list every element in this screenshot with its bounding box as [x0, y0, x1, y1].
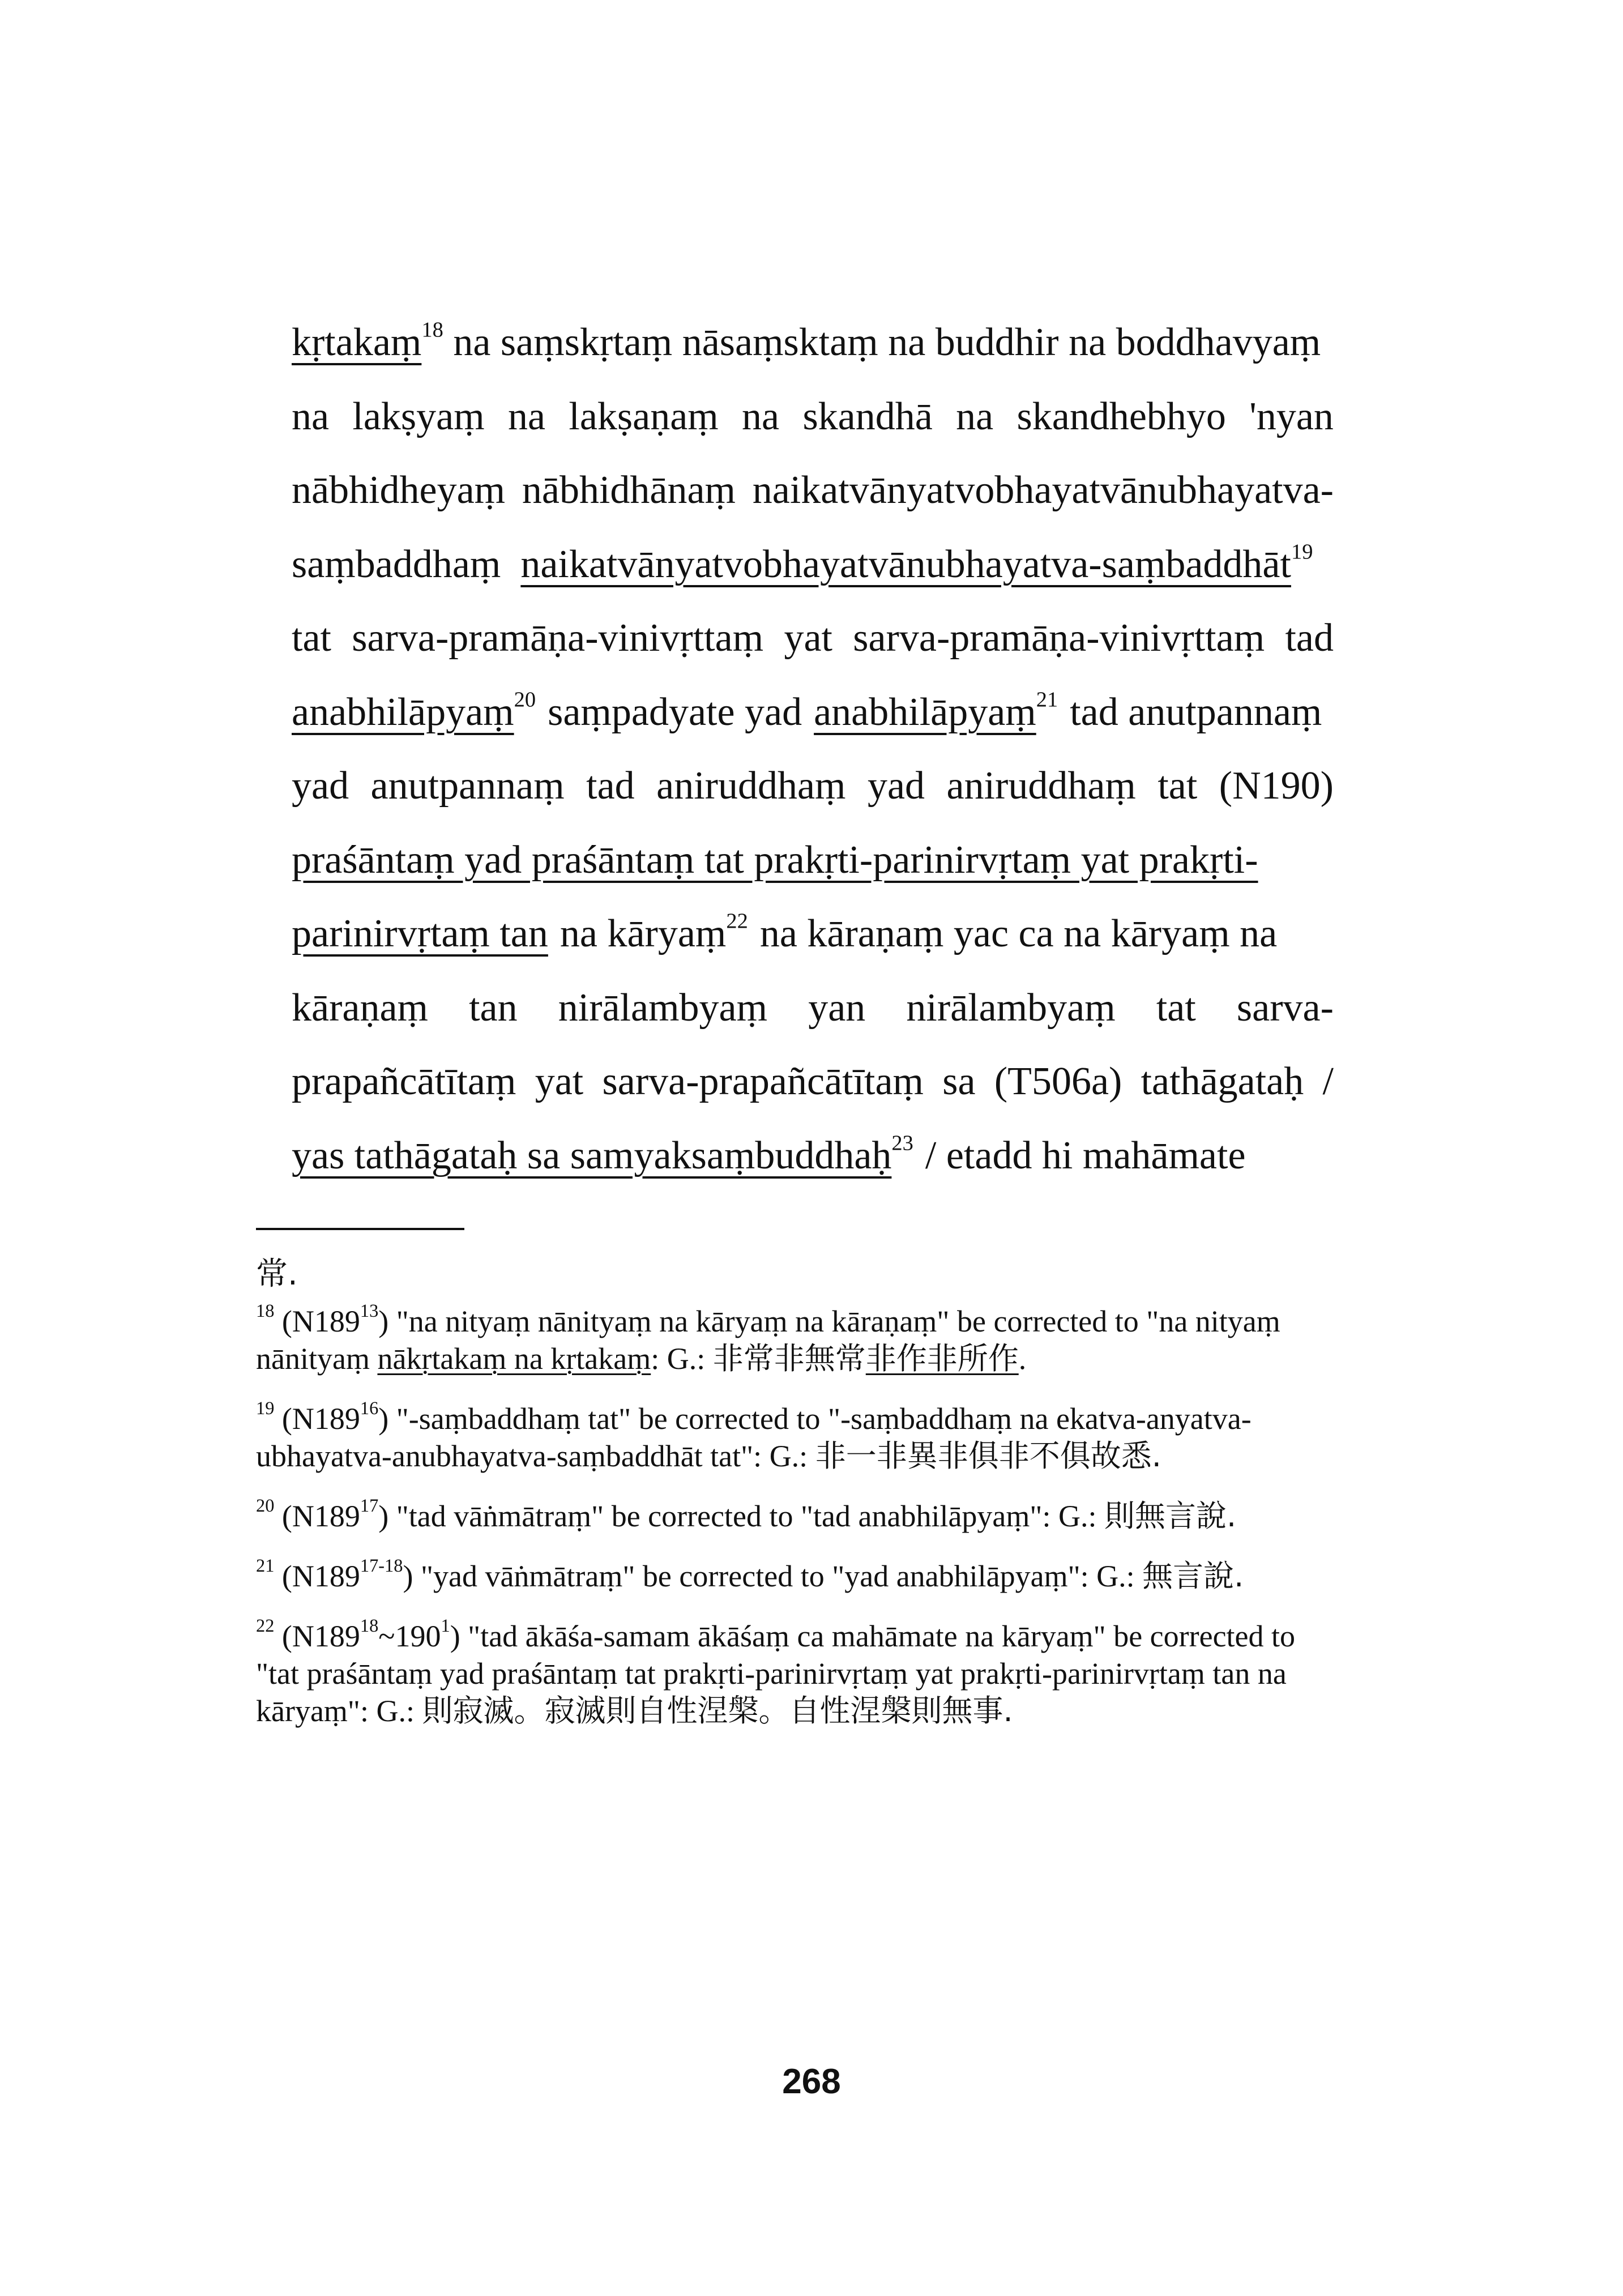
footnote-number: 19 — [256, 1398, 275, 1419]
word: yat — [784, 616, 832, 660]
word: na — [956, 394, 994, 438]
word: (N190) — [1219, 764, 1334, 808]
chinese-text: 無言說. — [1142, 1558, 1244, 1594]
line-4-underlined — [520, 528, 1313, 602]
text-line-1 — [292, 306, 1334, 380]
word: sarva- — [1236, 985, 1334, 1030]
footnote-ref-line: 13 — [360, 1301, 379, 1322]
footnote-ref-18: 18 — [421, 318, 443, 342]
footnote-continuation: 常. — [256, 1256, 298, 1292]
footnote-22 — [256, 1618, 1332, 1730]
footnote-end: . — [1018, 1342, 1027, 1376]
underlined-term: anabhilāpyaṃ — [814, 690, 1036, 734]
footnote-ref: (N189 — [281, 1559, 360, 1593]
word: skandhā — [802, 394, 933, 438]
word: anutpannaṃ — [370, 764, 565, 808]
footnote-ref-end: ) — [378, 1499, 389, 1533]
footnote-ref-end: ) — [450, 1619, 460, 1653]
text-line-4 — [292, 528, 1334, 602]
word: sarva-pramāṇa-vinivṛttaṃ — [853, 616, 1265, 660]
word: nirālambyaṃ — [558, 985, 768, 1030]
line-12-part-1 — [292, 1119, 913, 1193]
word: yad — [292, 764, 349, 808]
chinese-text: 則寂滅。寂滅則自性涅槃。自性涅槃則無事. — [422, 1693, 1013, 1729]
footnote-20 — [256, 1497, 1332, 1535]
footnote-number: 18 — [256, 1301, 275, 1322]
footnote-ref-line-2: 1 — [441, 1616, 450, 1637]
word: tan — [469, 985, 518, 1030]
word: prapañcātītaṃ — [292, 1060, 516, 1103]
chinese-text: 則無言說. — [1104, 1498, 1237, 1534]
text-line-6 — [292, 676, 1334, 750]
word: na — [292, 394, 330, 438]
footnote-ref-22: 22 — [726, 909, 748, 933]
footnote-19 — [256, 1400, 1332, 1475]
footnote-text: "na nityaṃ nānityaṃ na kāryaṃ na kāraṇaṃ" be corrected to "na nityaṃ nānityaṃ — [256, 1304, 1280, 1376]
word: / — [1322, 1060, 1334, 1103]
word: tat — [292, 616, 331, 660]
text-line-10 — [292, 971, 1334, 1045]
word: (T506a) — [994, 1060, 1122, 1103]
underlined-term: anabhilāpyaṃ — [292, 690, 514, 734]
footnote-text: "yad vāṅmātraṃ" be corrected to "yad anabhilāpyaṃ": G.: — [413, 1559, 1143, 1593]
word: yan — [808, 985, 866, 1030]
chinese-text-underlined: 非作非所作 — [865, 1341, 1019, 1376]
word: tad — [586, 764, 635, 808]
footnote-ref-line: 18 — [360, 1616, 379, 1637]
main-text — [292, 306, 1334, 1193]
footnote-ref-20: 20 — [514, 687, 536, 711]
text-line-7 — [292, 749, 1334, 823]
footnote-ref-line: 17-18 — [360, 1556, 403, 1577]
underlined-term: praśāntaṃ yad praśāntaṃ tat prakṛti-parinirvṛtaṃ yat prakṛti- — [292, 838, 1258, 882]
footnote-text: "-saṃbaddhaṃ tat" be corrected to "-saṃbaddhaṃ na ekatva-anyatva-ubhayatva-anubhayatva-saṃbaddhāt tat": G.: — [256, 1402, 1252, 1473]
word: na — [507, 394, 546, 438]
underlined-term: naikatvānyatvobhayatvānubhayatva-saṃbaddhāt — [520, 542, 1291, 586]
underlined-term: parinirvṛtaṃ tan — [292, 912, 548, 955]
footnote-ref-end: ) — [403, 1559, 413, 1593]
line-text: / etadd hi mahāmate — [925, 1133, 1246, 1177]
text-line-12 — [292, 1119, 1334, 1193]
line-1-content — [292, 306, 1321, 380]
word: skandhebhyo — [1016, 394, 1226, 438]
footnote-ref-end: ) — [378, 1304, 389, 1338]
footnote-ref: (N189 — [281, 1619, 360, 1653]
footnote-ref-23: 23 — [891, 1130, 913, 1155]
line-text: na saṃskṛtaṃ nāsaṃsktaṃ na buddhir na boddhavyaṃ — [443, 321, 1321, 364]
word: lakṣyaṃ — [352, 394, 485, 438]
word: nirālambyaṃ — [906, 985, 1116, 1030]
line-text: saṃbaddhaṃ — [292, 542, 501, 586]
footnote-divider — [256, 1228, 464, 1230]
word: sarva-prapañcātītaṃ — [602, 1060, 924, 1103]
chinese-text: 非一非異非俱非不俱故悉. — [815, 1438, 1161, 1474]
footnote-ref-mid: ~190 — [378, 1619, 441, 1653]
word: tat — [1158, 764, 1198, 808]
footnote-ref: (N189 — [281, 1304, 360, 1338]
footnote-number: 21 — [256, 1556, 275, 1577]
line-6-part-1 — [292, 676, 536, 750]
word: na — [742, 394, 780, 438]
text-line-9 — [292, 897, 1334, 971]
footnote-21 — [256, 1557, 1332, 1595]
footnote-number: 22 — [256, 1616, 275, 1637]
footnote-text: : G.: — [651, 1342, 713, 1376]
footnote-ref-21: 21 — [1036, 687, 1058, 711]
footnote-ref-line: 17 — [360, 1496, 379, 1517]
footnote-text: "tad ākāśa-samam ākāśaṃ ca mahāmate na kāryaṃ" be corrected to "tat praśāntaṃ yad praśāntaṃ tat prakṛti-parinirvṛtaṃ yat prakṛti-parinirvṛtaṃ tan na kāryaṃ": G.: — [256, 1619, 1296, 1728]
footnote-text: "tad vāṅmātraṃ" be corrected to "tad anabhilāpyaṃ": G.: — [388, 1499, 1104, 1533]
footnote-18 — [256, 1303, 1332, 1377]
text-line-11 — [292, 1045, 1334, 1119]
footnote-ref-end: ) — [378, 1402, 389, 1436]
word: nābhidhānaṃ — [522, 468, 736, 512]
word: aniruddhaṃ — [656, 764, 846, 808]
underlined-term: yas tathāgataḥ sa samyaksaṃbuddhaḥ — [292, 1133, 892, 1177]
line-text: tad anutpannaṃ — [1070, 690, 1322, 734]
footnote-number: 20 — [256, 1496, 275, 1517]
line-6-part-2 — [814, 676, 1058, 750]
word: sa — [942, 1060, 976, 1103]
underlined-term: kṛtakaṃ — [292, 321, 422, 364]
word: lakṣaṇaṃ — [569, 394, 719, 438]
text-line-2 — [292, 380, 1334, 454]
line-text: na kāryaṃ — [559, 912, 727, 955]
footnotes — [256, 1303, 1332, 1752]
line-text: na kāraṇaṃ yac ca na kāryaṃ na — [759, 912, 1278, 955]
underlined-correction: nākṛtakaṃ na kṛtakaṃ — [377, 1342, 651, 1376]
text-line-8 — [292, 823, 1334, 898]
line-text: saṃpadyate yad — [548, 690, 802, 734]
word: tad — [1285, 616, 1334, 660]
page-number: 268 — [782, 2062, 841, 2101]
word: aniruddhaṃ — [946, 764, 1136, 808]
word: sarva-pramāṇa-vinivṛttaṃ — [352, 616, 764, 660]
footnote-ref-19: 19 — [1291, 539, 1313, 564]
line-9-part-1 — [560, 897, 748, 971]
text-line-3 — [292, 454, 1334, 528]
word: kāraṇaṃ — [292, 985, 428, 1030]
word: 'nyan — [1249, 394, 1334, 438]
footnote-ref-line: 16 — [360, 1398, 379, 1419]
word: yad — [867, 764, 925, 808]
word: tat — [1156, 985, 1196, 1030]
word: nābhidheyaṃ — [292, 468, 506, 512]
word: yat — [535, 1060, 584, 1103]
footnote-ref: (N189 — [281, 1402, 360, 1436]
word: tathāgataḥ — [1141, 1060, 1304, 1103]
text-line-5 — [292, 601, 1334, 676]
footnote-ref: (N189 — [281, 1499, 360, 1533]
chinese-text: 非常非無常 — [712, 1341, 866, 1376]
word: naikatvānyatvobhayatvānubhayatva- — [752, 468, 1334, 512]
